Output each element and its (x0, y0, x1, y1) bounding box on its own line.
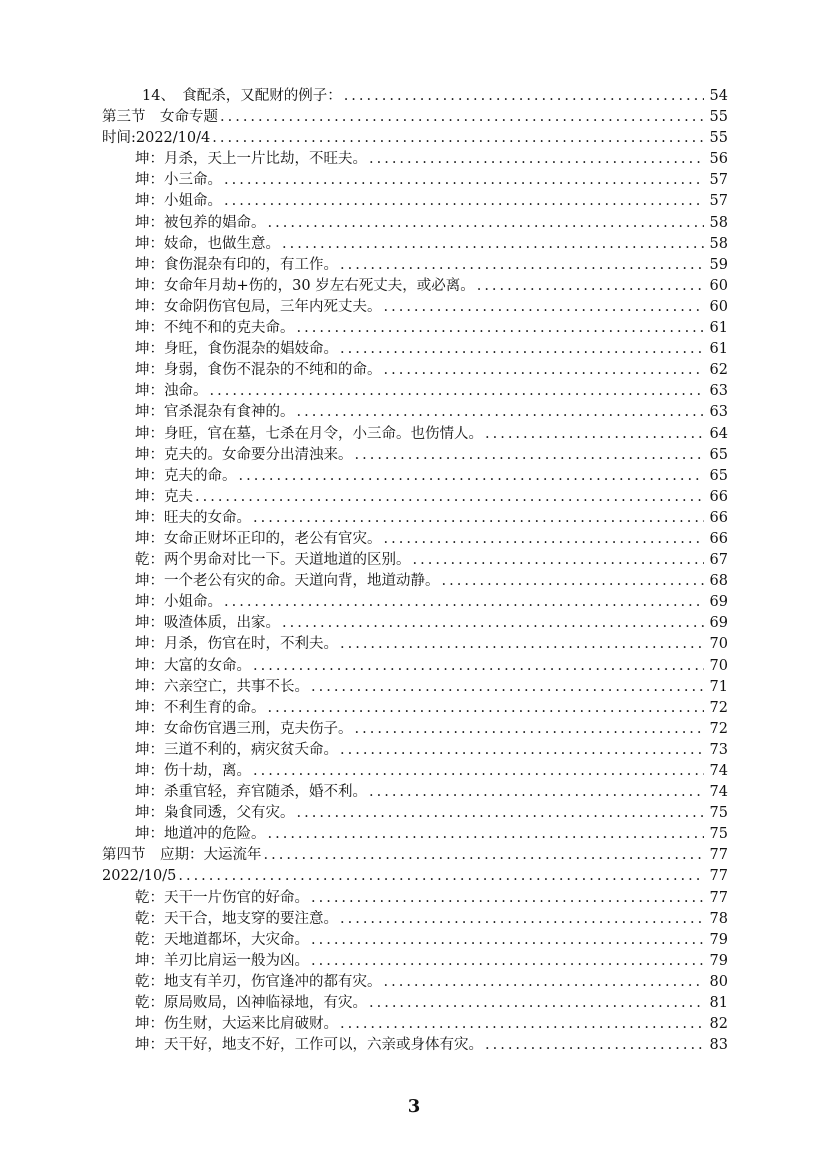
toc-entry[interactable] (102, 550, 728, 571)
toc-entry-page: 71 (709, 678, 728, 695)
toc-entry-title: 坤：克夫的。女命要分出清浊来。 (135, 446, 353, 463)
toc-entry-page: 75 (709, 805, 728, 822)
toc-entry-title: 坤：枭食同透，父有灾。 (135, 805, 295, 822)
toc-entry-title: 乾：两个男命对比一下。天道地道的区别。 (135, 552, 411, 569)
toc-entry-page: 77 (709, 868, 728, 885)
toc-entry-page: 56 (709, 151, 728, 168)
toc-entry[interactable] (102, 719, 728, 740)
toc-entry[interactable] (102, 951, 728, 972)
toc-entry-page: 55 (709, 109, 728, 126)
toc-entry-page: 69 (709, 594, 728, 611)
table-of-contents (102, 86, 728, 1056)
toc-entry[interactable] (102, 424, 728, 445)
toc-dot-leader (253, 656, 704, 677)
toc-entry-title: 坤：小三命。 (135, 172, 222, 189)
toc-entry-page: 82 (709, 1016, 728, 1033)
toc-entry-page: 57 (709, 193, 728, 210)
toc-entry-title: 乾：天干一片伤官的好命。 (135, 889, 309, 906)
toc-dot-leader (220, 107, 704, 128)
toc-entry-page: 77 (709, 847, 728, 864)
toc-entry-page: 74 (709, 763, 728, 779)
toc-entry[interactable] (102, 276, 728, 297)
toc-entry-title: 坤：伤十劫，离。 (135, 763, 251, 779)
toc-entry[interactable] (102, 339, 728, 360)
toc-entry-title: 坤：身旺，官在墓，七杀在月令，小三命。也伤情人。 (135, 425, 483, 442)
toc-entry-title: 坤：克夫的命。 (135, 467, 237, 484)
toc-entry-page: 54 (709, 88, 728, 104)
toc-entry[interactable] (102, 845, 728, 866)
toc-dot-leader (210, 381, 705, 402)
toc-entry[interactable] (102, 656, 728, 677)
toc-entry[interactable] (102, 234, 728, 255)
toc-entry[interactable] (102, 86, 728, 107)
toc-entry-title: 坤：女命阴伤官包局，三年内死丈夫。 (135, 298, 382, 315)
toc-dot-leader (282, 613, 704, 634)
toc-entry-page: 77 (709, 889, 728, 906)
toc-entry-title: 坤：伤生财，大运来比肩破财。 (135, 1016, 338, 1033)
toc-entry[interactable] (102, 1014, 728, 1035)
toc-entry[interactable] (102, 191, 728, 212)
toc-entry-title: 坤：天干好，地支不好，工作可以，六亲或身体有灾。 (135, 1037, 483, 1054)
toc-dot-leader (311, 677, 704, 698)
toc-entry-title: 坤：妓命，也做生意。 (135, 235, 280, 252)
toc-entry-page: 68 (709, 573, 728, 590)
toc-entry-title: 坤：月杀，天上一片比劫，不旺夫。 (135, 151, 367, 168)
toc-entry-page: 80 (709, 973, 728, 990)
toc-dot-leader (178, 866, 704, 887)
toc-entry[interactable] (102, 866, 728, 887)
toc-dot-leader (224, 592, 704, 613)
toc-entry-page: 74 (709, 784, 728, 801)
toc-entry-page: 61 (709, 341, 728, 358)
toc-entry-title: 坤：身弱，食伤不混杂的不纯和的命。 (135, 362, 382, 379)
toc-entry[interactable] (102, 466, 728, 487)
toc-dot-leader (264, 845, 705, 866)
toc-entry-page: 66 (709, 488, 728, 505)
toc-entry-title: 坤：旺夫的女命。 (135, 509, 251, 526)
toc-dot-leader (224, 170, 704, 191)
toc-entry-page: 57 (709, 172, 728, 189)
toc-dot-leader (485, 424, 704, 445)
toc-entry[interactable] (102, 571, 728, 592)
toc-entry-title: 坤：六亲空亡，共事不长。 (135, 678, 309, 695)
toc-entry-title: 坤：女命正财坏正印的，老公有官灾。 (135, 530, 382, 547)
toc-dot-leader (311, 888, 704, 909)
toc-entry[interactable] (102, 592, 728, 613)
toc-entry-page: 66 (709, 530, 728, 547)
toc-entry-title: 坤：女命伤官遇三刑，克夫伤子。 (135, 720, 353, 737)
toc-entry-title: 乾：天干合，地支穿的要注意。 (135, 910, 338, 927)
toc-entry-title: 第四节 应期：大运流年 (102, 847, 262, 864)
toc-entry-title: 坤：地道冲的危险。 (135, 826, 266, 843)
toc-entry-page: 83 (709, 1037, 728, 1054)
toc-entry-page: 66 (709, 509, 728, 526)
toc-entry-page: 61 (709, 320, 728, 337)
toc-dot-leader (253, 761, 704, 782)
toc-entry[interactable] (102, 445, 728, 466)
toc-dot-leader (297, 318, 705, 339)
toc-entry[interactable] (102, 529, 728, 550)
toc-entry[interactable] (102, 255, 728, 276)
toc-entry-title: 坤：身旺，食伤混杂的娼妓命。 (135, 341, 338, 358)
toc-dot-leader (413, 550, 705, 571)
page-number: 3 (407, 1096, 421, 1117)
toc-entry-title: 坤：三道不利的，病灾贫夭命。 (135, 741, 338, 758)
toc-entry-title: 坤：大富的女命。 (135, 657, 251, 674)
toc-entry[interactable] (102, 803, 728, 824)
toc-dot-leader (369, 149, 704, 170)
toc-entry[interactable] (102, 740, 728, 761)
toc-entry-title: 坤：羊刃比肩运一般为凶。 (135, 952, 309, 969)
toc-entry[interactable] (102, 677, 728, 698)
toc-dot-leader (355, 719, 705, 740)
toc-dot-leader (340, 1014, 704, 1035)
toc-dot-leader (340, 339, 704, 360)
toc-dot-leader (311, 951, 704, 972)
toc-entry[interactable] (102, 824, 728, 845)
toc-entry-page: 70 (709, 657, 728, 674)
toc-entry[interactable] (102, 213, 728, 234)
toc-entry-page: 78 (709, 910, 728, 927)
toc-dot-leader (268, 824, 705, 845)
toc-entry[interactable] (102, 613, 728, 634)
toc-entry-title: 坤：小姐命。 (135, 193, 222, 210)
toc-dot-leader (282, 234, 704, 255)
toc-dot-leader (340, 909, 704, 930)
toc-dot-leader (195, 487, 704, 508)
toc-entry[interactable] (102, 888, 728, 909)
toc-entry-page: 62 (709, 362, 728, 379)
toc-entry-page: 72 (709, 720, 728, 737)
toc-dot-leader (477, 276, 704, 297)
toc-entry[interactable] (102, 930, 728, 951)
toc-entry-title: 坤：不纯不和的克夫命。 (135, 320, 295, 337)
toc-entry[interactable] (102, 993, 728, 1014)
toc-dot-leader (253, 508, 704, 529)
toc-entry-title: 乾：原局败局，凶神临禄地，有灾。 (135, 995, 367, 1012)
toc-entry[interactable] (102, 487, 728, 508)
toc-dot-leader (384, 360, 705, 381)
toc-entry[interactable] (102, 170, 728, 191)
toc-entry[interactable] (102, 698, 728, 719)
toc-dot-leader (268, 698, 705, 719)
toc-entry[interactable] (102, 318, 728, 339)
toc-entry-page: 81 (709, 995, 728, 1012)
toc-dot-leader (340, 740, 704, 761)
toc-dot-leader (311, 930, 704, 951)
toc-entry-title: 坤：食伤混杂有印的，有工作。 (135, 256, 338, 273)
toc-entry[interactable] (102, 782, 728, 803)
toc-entry[interactable] (102, 972, 728, 993)
toc-entry-page: 79 (709, 931, 728, 948)
toc-entry-title: 乾：天地道都坏，大灾命。 (135, 931, 309, 948)
toc-dot-leader (239, 466, 705, 487)
toc-entry-title: 坤：吸渣体质，出家。 (135, 615, 280, 632)
toc-entry-page: 55 (709, 130, 728, 147)
toc-entry-page: 73 (709, 741, 728, 758)
toc-entry-title: 坤：克夫 (135, 488, 193, 505)
toc-dot-leader (340, 634, 704, 655)
toc-dot-leader (297, 402, 705, 423)
toc-entry-title: 14、 食配杀，又配财的例子： (142, 88, 342, 104)
toc-entry-page: 70 (709, 636, 728, 653)
toc-dot-leader (224, 191, 704, 212)
toc-dot-leader (355, 445, 705, 466)
toc-entry[interactable] (102, 909, 728, 930)
toc-entry[interactable] (102, 381, 728, 402)
toc-dot-leader (384, 297, 705, 318)
toc-entry-title: 坤：浊命。 (135, 383, 208, 400)
toc-entry-title: 2022/10/5 (102, 868, 177, 885)
toc-entry-title: 坤：被包养的娼命。 (135, 214, 266, 231)
toc-entry-page: 58 (709, 235, 728, 252)
toc-entry[interactable] (102, 149, 728, 170)
toc-entry-page: 59 (709, 256, 728, 273)
toc-entry-page: 75 (709, 826, 728, 843)
toc-dot-leader (344, 86, 704, 107)
toc-entry-page: 58 (709, 214, 728, 231)
toc-entry-page: 67 (709, 552, 728, 569)
toc-dot-leader (212, 128, 704, 149)
toc-entry[interactable] (102, 634, 728, 655)
toc-entry-page: 65 (709, 467, 728, 484)
toc-entry-page: 63 (709, 404, 728, 421)
toc-entry-page: 60 (709, 298, 728, 315)
toc-dot-leader (369, 993, 704, 1014)
toc-dot-leader (297, 803, 705, 824)
toc-dot-leader (442, 571, 705, 592)
toc-entry-title: 坤：月杀，伤官在时，不利夫。 (135, 636, 338, 653)
toc-entry-page: 60 (709, 277, 728, 294)
toc-entry-page: 72 (709, 699, 728, 716)
toc-entry-title: 坤：不利生育的命。 (135, 699, 266, 716)
toc-entry-page: 63 (709, 383, 728, 400)
toc-dot-leader (340, 255, 704, 276)
toc-entry-title: 坤：小姐命。 (135, 594, 222, 611)
toc-entry[interactable] (102, 297, 728, 318)
toc-entry-page: 65 (709, 446, 728, 463)
toc-entry[interactable] (102, 508, 728, 529)
toc-entry[interactable] (102, 761, 728, 782)
toc-entry-title: 时间:2022/10/4 (102, 130, 211, 147)
toc-entry-title: 坤：女命年月劫+伤的，30 岁左右死丈夫，或必离。 (135, 277, 475, 294)
toc-entry-page: 69 (709, 615, 728, 632)
toc-entry-title: 第三节 女命专题 (102, 109, 218, 126)
toc-entry-title: 坤：官杀混杂有食神的。 (135, 404, 295, 421)
toc-entry[interactable] (102, 1035, 728, 1056)
toc-dot-leader (384, 529, 705, 550)
toc-dot-leader (485, 1035, 704, 1056)
toc-dot-leader (384, 972, 705, 993)
toc-dot-leader (369, 782, 704, 803)
toc-entry[interactable] (102, 107, 728, 128)
toc-entry-title: 坤：一个老公有灾的命。天道向背，地道动静。 (135, 573, 440, 590)
toc-entry[interactable] (102, 360, 728, 381)
toc-entry-title: 乾：地支有羊刃，伤官逢冲的都有灾。 (135, 973, 382, 990)
toc-entry-page: 64 (709, 425, 728, 442)
toc-entry[interactable] (102, 402, 728, 423)
toc-entry[interactable] (102, 128, 728, 149)
toc-dot-leader (268, 213, 705, 234)
toc-entry-title: 坤：杀重官轻，弃官随杀，婚不利。 (135, 784, 367, 801)
toc-entry-page: 79 (709, 952, 728, 969)
